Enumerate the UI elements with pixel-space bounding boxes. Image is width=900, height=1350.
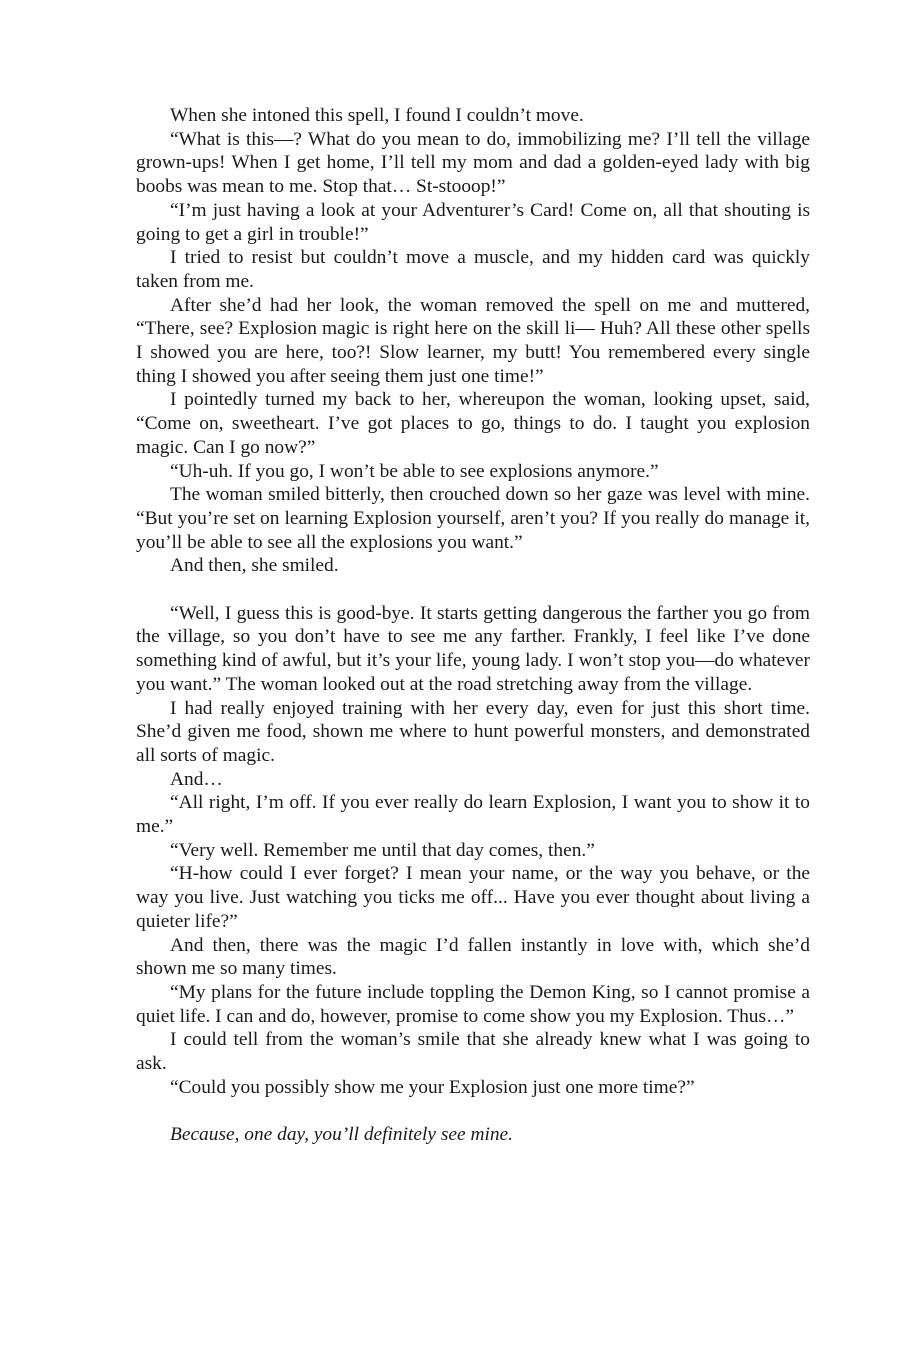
paragraph: I had really enjoyed training with her every day, even for just this short time. She’d given me food, shown me where to hunt powerful monsters, and demonstrated all sorts of magic. xyxy=(136,697,810,766)
paragraph: “Well, I guess this is good-bye. It starts getting dangerous the farther you go from the village, so you don’t have to see me any farther. Frankly, I feel like I’ve done something kind of awful, but it’s your life, young lady. I won’t stop you—do whatever you want.” The woman looked out at the road stretching away from the village. xyxy=(136,602,810,695)
paragraph: “Uh-uh. If you go, I won’t be able to see explosions anymore.” xyxy=(170,460,659,482)
book-page xyxy=(136,104,810,1147)
paragraph: I could tell from the woman’s smile that she already knew what I was going to ask. xyxy=(136,1029,810,1075)
paragraph: “What is this—? What do you mean to do, immobilizing me? I’ll tell the village grown-ups! When I get home, I’ll tell my mom and dad a golden-eyed lady with big boobs was mean to me. Stop that… St-stooop!” xyxy=(136,128,810,198)
paragraph: And then, there was the magic I’d fallen instantly in love with, which she’d shown me so many times. xyxy=(136,934,810,980)
paragraph: “H-how could I ever forget? I mean your name, or the way you behave, or the way you live. Just watching you ticks me off... Have you ever thought about living a quieter life?” xyxy=(136,863,810,932)
paragraph: “My plans for the future include toppling the Demon King, so I cannot promise a quiet life. I can and do, however, promise to come show you my Explosion. Thus…” xyxy=(136,982,810,1027)
paragraph: And then, she smiled. xyxy=(170,555,339,577)
closing-line: Because, one day, you’ll definitely see mine. xyxy=(170,1124,513,1146)
paragraph: And… xyxy=(170,768,223,790)
paragraph: “All right, I’m off. If you ever really do learn Explosion, I want you to show it to me.” xyxy=(136,792,810,838)
paragraph: I tried to resist but couldn’t move a muscle, and my hidden card was quickly taken from me. xyxy=(136,247,810,292)
paragraph: “Could you possibly show me your Explosion just one more time?” xyxy=(170,1076,695,1098)
paragraph: “I’m just having a look at your Adventurer’s Card! Come on, all that shouting is going to get a girl in trouble!” xyxy=(136,199,810,245)
paragraph: I pointedly turned my back to her, whereupon the woman, looking upset, said, “Come on, sweetheart. I’ve got places to go, things to do. I taught you explosion magic. Can I go now?” xyxy=(136,389,810,458)
paragraph: “Very well. Remember me until that day comes, then.” xyxy=(170,839,595,861)
paragraph: The woman smiled bitterly, then crouched down so her gaze was level with mine. “But you’re set on learning Explosion yourself, aren’t you? If you really do manage it, you’ll be able to see all the explosions you want.” xyxy=(136,484,810,553)
paragraph: After she’d had her look, the woman removed the spell on me and muttered, “There, see? Explosion magic is right here on the skill li— Huh? All these other spells I showed you are here, too?! Slow learner, my butt! You remembered every single thing I showed you after seeing them just one time!” xyxy=(136,294,810,387)
paragraph: When she intoned this spell, I found I couldn’t move. xyxy=(170,105,584,126)
